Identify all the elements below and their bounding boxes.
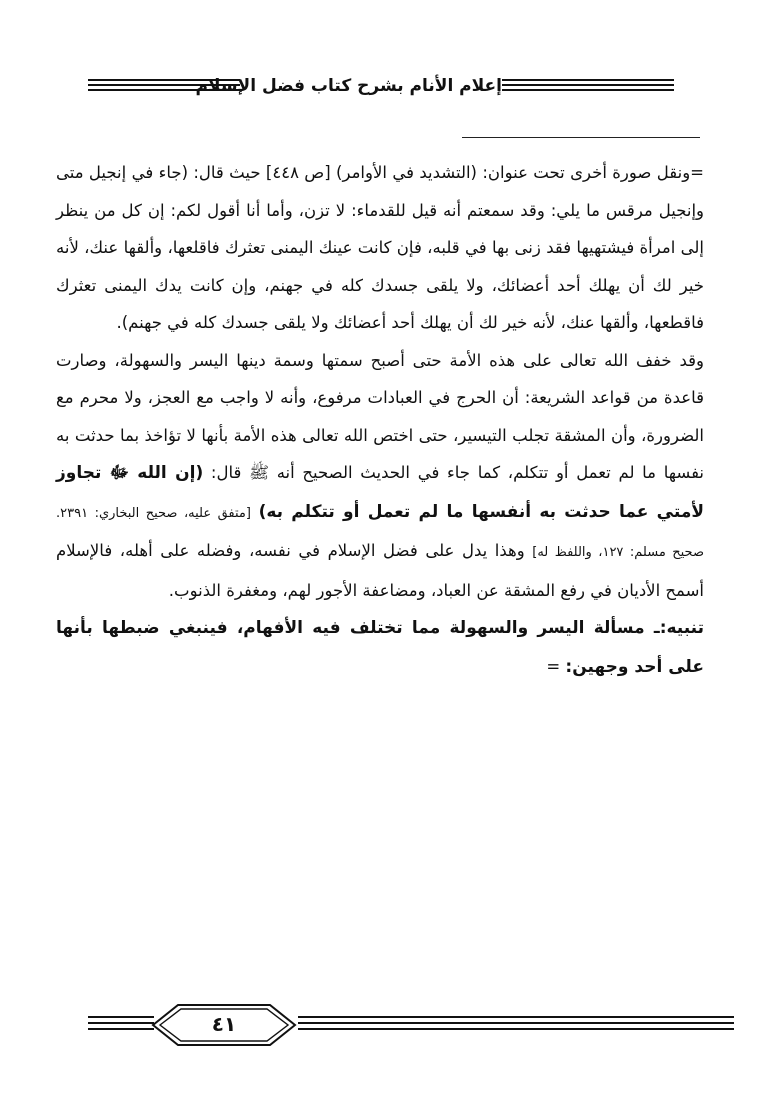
paragraph-text: وقد خفف الله تعالى على هذه الأمة حتى أصبح سمتها وسمة دينها اليسر والسهولة، وصارت قاعدة من قواعد الشريعة: أن الحرج في العبادات مرفوع، وأنه لا واجب مع العجز، ولا محرم مع الضرورة، وأن المشقة تجلب التيسير، حتى اختص الله تعالى هذه الأمة بأنها لا تؤاخذ بما حدثت به نفسها ما لم تعمل أو تتكلم، كما جاء في الحديث الصحيح أنه ﷺ قال:	[56, 350, 705, 482]
book-title: إعلام الأنام بشرح كتاب فضل الإسلام	[195, 76, 502, 96]
running-header	[88, 74, 674, 100]
page-footer	[88, 996, 734, 1056]
hadith-text: (إن الله ﷻ تجاوز لأمتي عما حدثت به أنفسها ما لم تعمل أو تتكلم به)	[56, 463, 705, 522]
page-number-badge	[150, 1002, 298, 1048]
header-rule-right	[502, 79, 674, 93]
paragraph-conclusion: وهذا يدل على فضل الإسلام في نفسه، وفضله على أهله، فالإسلام أسمح الأديان في رفع المشقة عن العباد، ومضاعفة الأجور لهم، ومغفرة الذنوب.	[56, 541, 704, 600]
main-paragraph	[56, 342, 704, 610]
hadith-citation: [متفق عليه، صحيح البخاري: ٢٣٩١. صحيح مسلم: ١٢٧، واللفظ له]	[56, 505, 704, 560]
page-body	[56, 154, 704, 686]
quote-paragraph: =ونقل صورة أخرى تحت عنوان: (التشديد في الأوامر) [ص ٤٤٨] حيث قال: (جاء في إنجيل متى وإنجيل مرقس ما يلي: وقد سمعتم أنه قيل للقدماء: لا تزن، وأما أنا أقول لكم: إن كل من ينظر إلى امرأة فيشتهيها فقد زنى بها في قلبه، فإن كانت عينك اليمنى تعثرك فاقلعها، وألقها عنك، لأنه خير لك أن يهلك أحد أعضائك، ولا يلقى جسدك كله في جهنم، وإن كانت يدك اليمنى تعثرك فاقطعها، وألقها عنك، لأنه خير لك أن يهلك أحد أعضائك ولا يلقى جسدك كله في جهنم).	[56, 163, 704, 332]
continuation-mark: =	[546, 656, 561, 676]
note-paragraph	[56, 609, 704, 686]
note-text: تنبيه:ـ مسألة اليسر والسهولة مما تختلف فيه الأفهام، فينبغي ضبطها بأنها على أحد وجهين:	[56, 618, 704, 677]
footnote-separator	[462, 137, 700, 138]
page-number: ٤١	[211, 1012, 237, 1036]
